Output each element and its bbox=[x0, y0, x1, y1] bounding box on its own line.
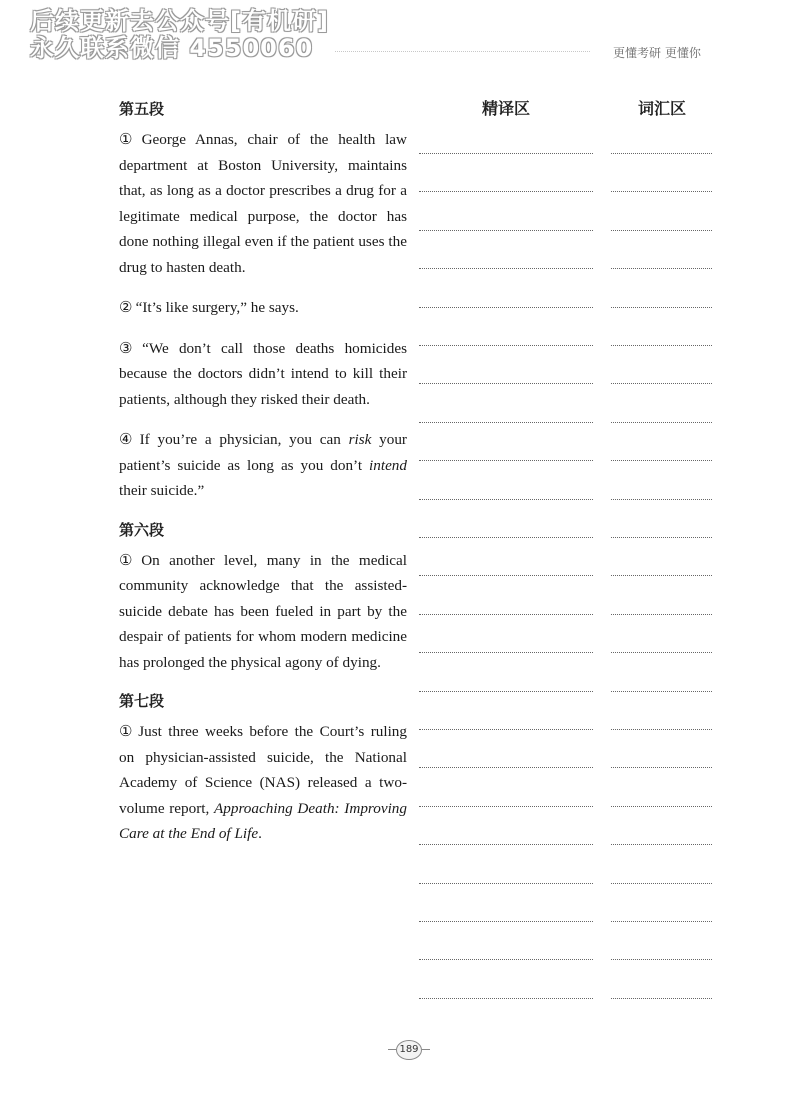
translation-line bbox=[419, 345, 593, 346]
vocabulary-line bbox=[611, 460, 712, 461]
paragraph-5-3 bbox=[119, 336, 407, 413]
paragraph-6-1 bbox=[119, 548, 407, 676]
translation-column-heading: 精译区 bbox=[482, 99, 531, 118]
vocabulary-line bbox=[611, 729, 712, 730]
translation-line bbox=[419, 883, 593, 884]
paragraph-number: ① bbox=[119, 723, 136, 740]
reading-text-column bbox=[119, 98, 407, 862]
header-rule bbox=[335, 51, 590, 52]
translation-line bbox=[419, 383, 593, 384]
page-number: 189 bbox=[396, 1040, 422, 1060]
translation-line bbox=[419, 729, 593, 730]
translation-line bbox=[419, 767, 593, 768]
paragraph-5-4 bbox=[119, 427, 407, 504]
translation-line bbox=[419, 806, 593, 807]
translation-line bbox=[419, 307, 593, 308]
paragraph-text: “We don’t call those deaths homicides because the doctors didn’t intend to kill their patients, although they risked their death. bbox=[119, 339, 407, 408]
translation-line bbox=[419, 652, 593, 653]
header-slogan: 更懂考研 更懂你 bbox=[613, 46, 701, 60]
vocabulary-column-heading: 词汇区 bbox=[638, 99, 687, 118]
section-title-5: 第五段 bbox=[119, 100, 165, 118]
paragraph-5-1 bbox=[119, 127, 407, 280]
paragraph-number: ① bbox=[119, 551, 139, 569]
translation-line bbox=[419, 268, 593, 269]
translation-line bbox=[419, 230, 593, 231]
vocabulary-line bbox=[611, 307, 712, 308]
vocabulary-line bbox=[611, 191, 712, 192]
vocabulary-line bbox=[611, 153, 712, 154]
translation-line bbox=[419, 575, 593, 576]
emphasis-intend: intend bbox=[369, 456, 407, 474]
paragraph-text: their suicide.” bbox=[119, 482, 205, 499]
translation-line bbox=[419, 921, 593, 922]
watermark-line-1: 后续更新去公众号[有机研] bbox=[30, 7, 329, 35]
translation-line bbox=[419, 691, 593, 692]
translation-line bbox=[419, 537, 593, 538]
section-title-7: 第七段 bbox=[119, 692, 165, 710]
translation-line bbox=[419, 422, 593, 423]
emphasis-risk: risk bbox=[348, 431, 372, 448]
paragraph-text: . bbox=[258, 825, 262, 842]
vocabulary-line bbox=[611, 921, 712, 922]
paragraph-text: George Annas, chair of the health law department at Boston University, maintains that, as long as a doctor prescribes a drug for a legitimate medical purpose, the doctor has done nothing illegal even if the patient uses the drug to hasten death. bbox=[119, 131, 407, 276]
paragraph-text: your patient’s suicide as long as you don’t bbox=[119, 431, 407, 474]
vocabulary-line bbox=[611, 767, 712, 768]
paragraph-text: If you’re a physician, you can bbox=[139, 431, 349, 448]
translation-line bbox=[419, 460, 593, 461]
paragraph-number: ① bbox=[119, 131, 139, 148]
vocabulary-line bbox=[611, 998, 712, 999]
paragraph-7-1 bbox=[119, 719, 407, 847]
paragraph-5-2 bbox=[119, 295, 407, 321]
paragraph-number: ② bbox=[119, 299, 133, 316]
translation-line bbox=[419, 191, 593, 192]
paragraph-number: ④ bbox=[119, 431, 137, 448]
watermark-line-2: 永久联系微信 4550060 bbox=[30, 34, 314, 62]
vocabulary-line bbox=[611, 614, 712, 615]
vocabulary-line bbox=[611, 652, 712, 653]
vocabulary-line bbox=[611, 844, 712, 845]
translation-line bbox=[419, 153, 593, 154]
vocabulary-line bbox=[611, 422, 712, 423]
vocabulary-line bbox=[611, 575, 712, 576]
paragraph-text: Just three weeks before the Court’s ruling on physician-assisted suicide, the National Academy of Science (NAS) released a two-volume report, bbox=[119, 723, 407, 817]
vocabulary-line bbox=[611, 691, 712, 692]
translation-line bbox=[419, 499, 593, 500]
vocabulary-line bbox=[611, 345, 712, 346]
vocabulary-line bbox=[611, 230, 712, 231]
vocabulary-line bbox=[611, 383, 712, 384]
section-title-6: 第六段 bbox=[119, 520, 165, 539]
vocabulary-line bbox=[611, 806, 712, 807]
translation-line bbox=[419, 998, 593, 999]
emphasis-report-title: Approaching Death: Improving Care at the End of Life bbox=[119, 799, 407, 842]
translation-line bbox=[419, 959, 593, 960]
paragraph-number: ③ bbox=[119, 339, 140, 357]
vocabulary-line bbox=[611, 499, 712, 500]
watermark bbox=[30, 8, 329, 62]
paragraph-text: On another level, many in the medical community acknowledge that the assisted-suicide debate has been fueled in part by the despair of patients for whom modern medicine has prolonged the physical agony of dying. bbox=[119, 551, 407, 671]
vocabulary-line bbox=[611, 537, 712, 538]
paragraph-text: “It’s like surgery,” he says. bbox=[135, 299, 299, 316]
translation-line bbox=[419, 844, 593, 845]
vocabulary-line bbox=[611, 268, 712, 269]
vocabulary-line bbox=[611, 883, 712, 884]
vocabulary-line bbox=[611, 959, 712, 960]
translation-line bbox=[419, 614, 593, 615]
